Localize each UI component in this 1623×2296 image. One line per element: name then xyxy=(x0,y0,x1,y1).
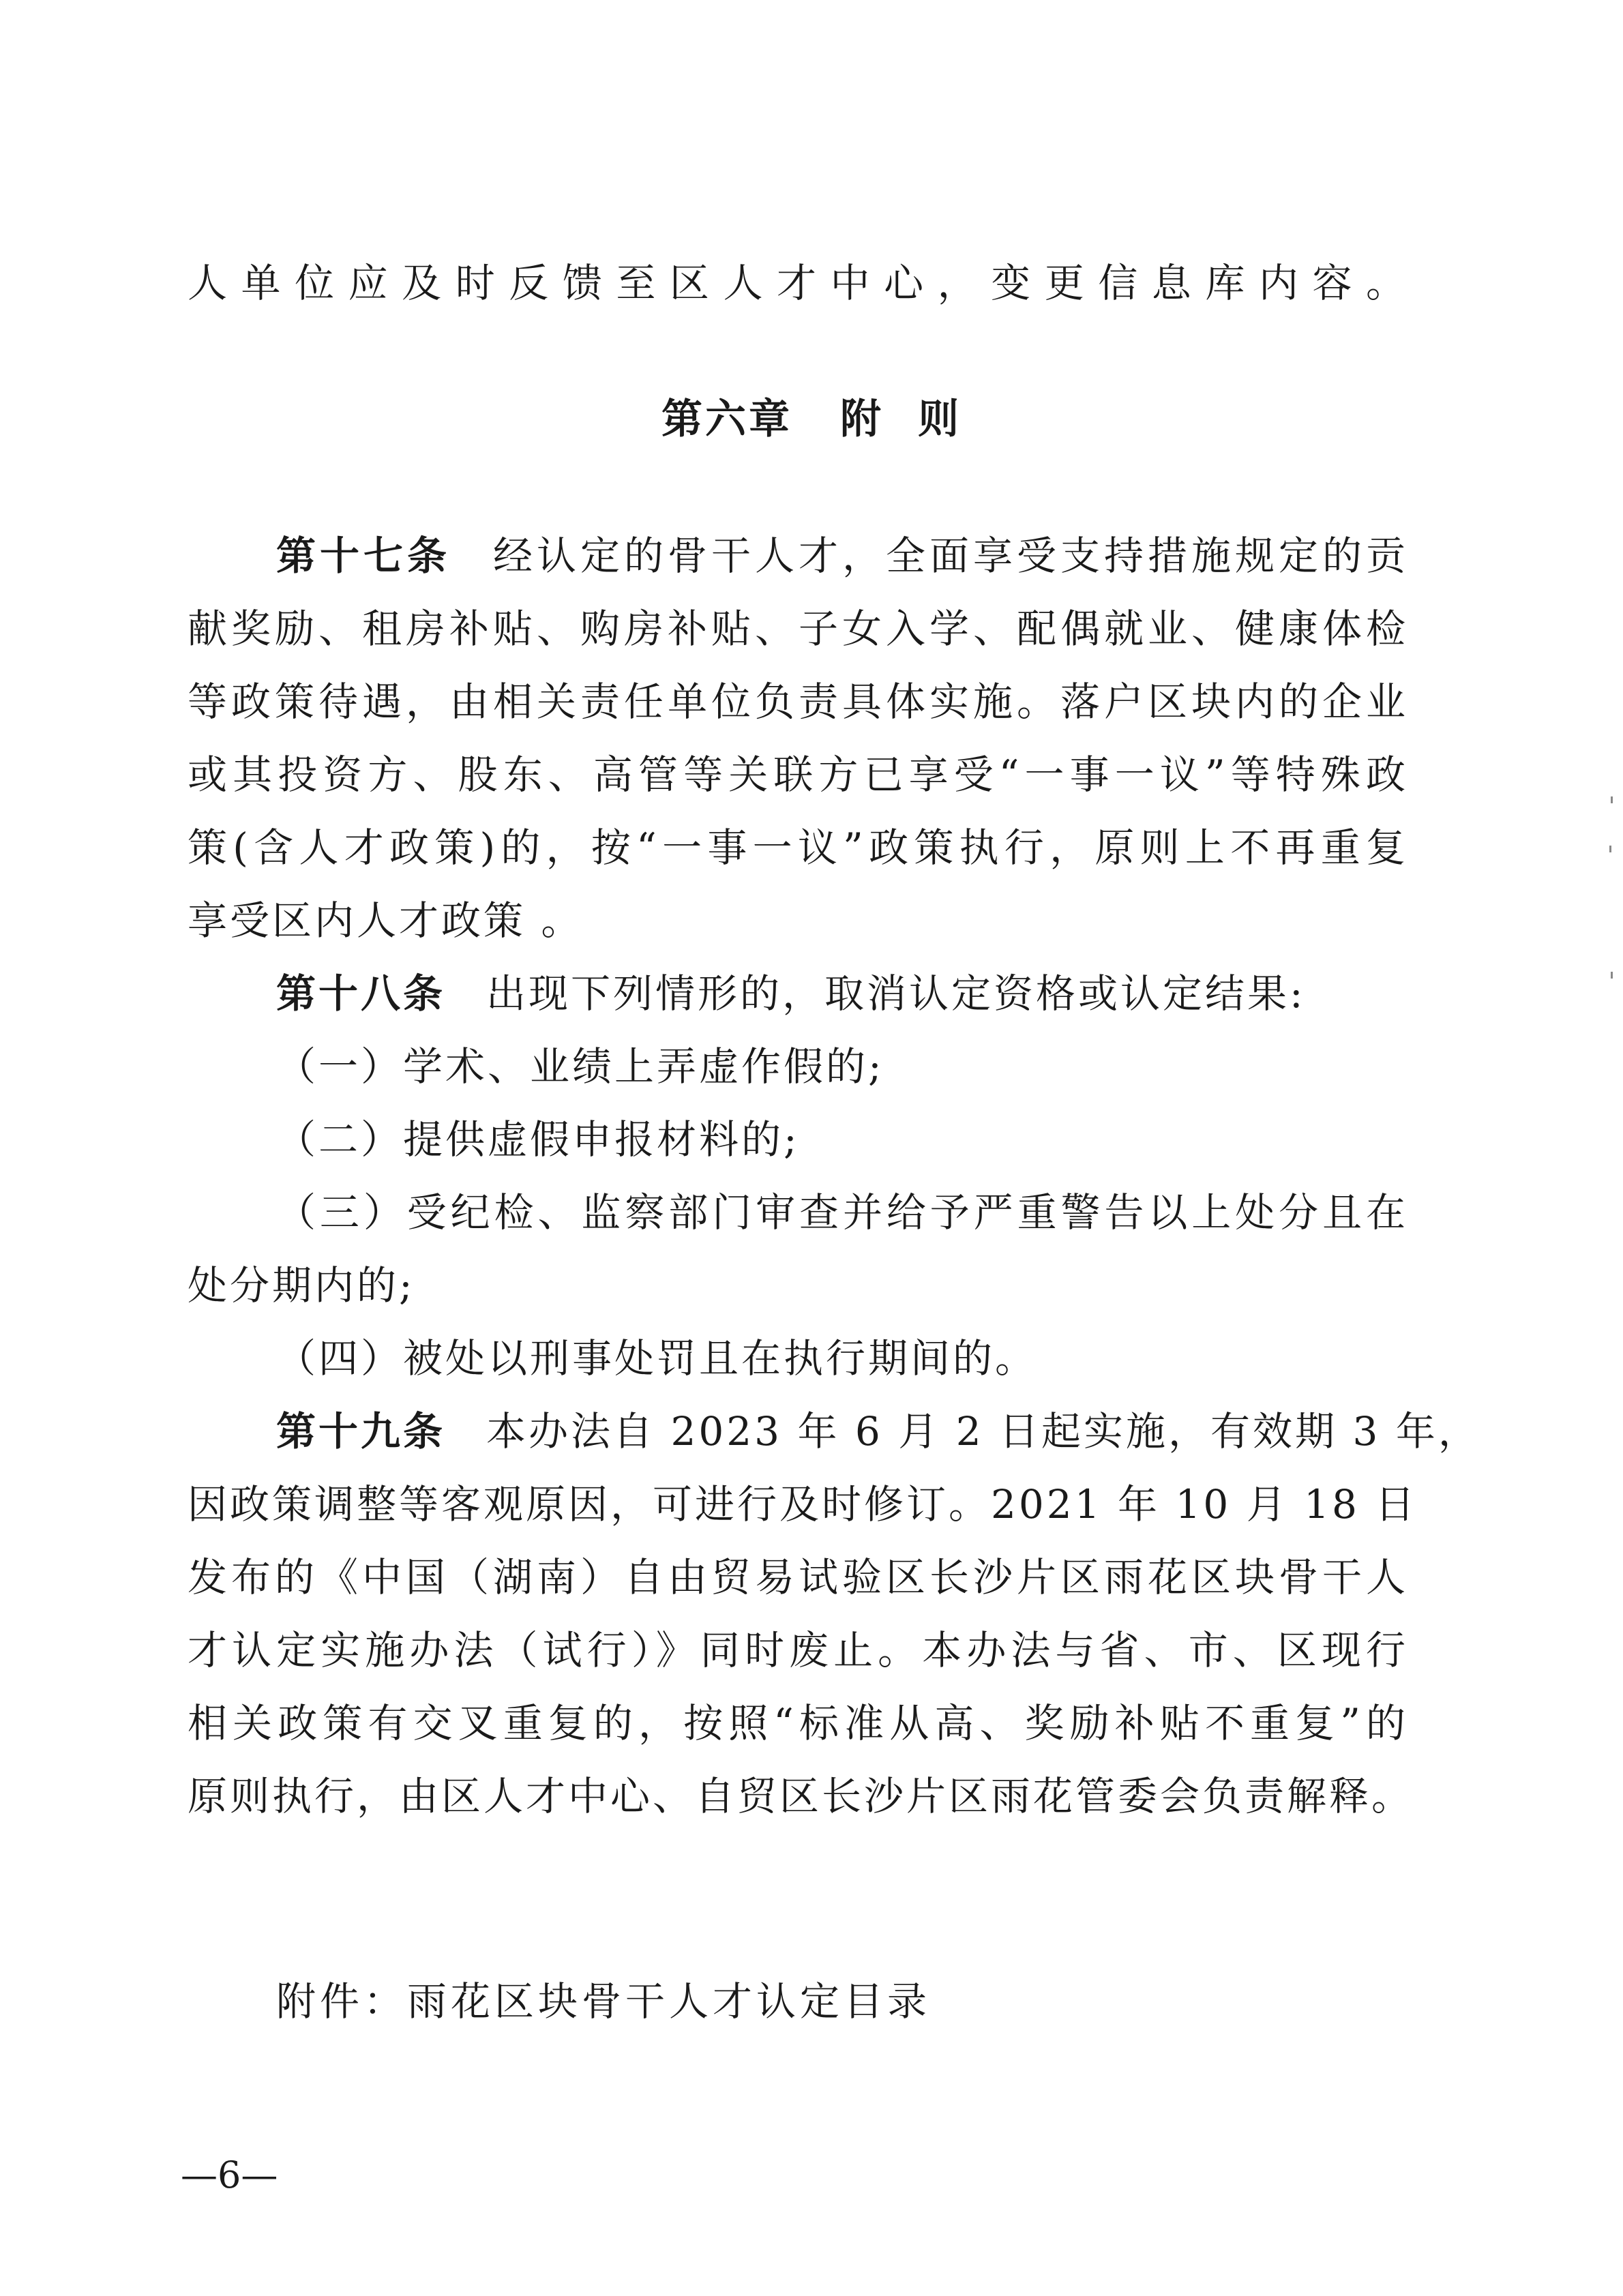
article-19-line-3: 发布的《中国（湖南）自由贸易试验区长沙片区雨花区块骨干人 xyxy=(188,1554,1408,1600)
article-19-line-1 xyxy=(276,1404,1480,1459)
continued-paragraph-line: 人单位应及时反馈至区人才中心，变更信息库内容。 xyxy=(188,260,1408,306)
chapter-heading xyxy=(0,392,1623,447)
article-17-line-6: 享受区内人才政策 。 xyxy=(188,897,584,944)
attachment-note: 附件：雨花区块骨干人才认定目录 xyxy=(276,1978,932,2025)
article-17-line-5: 策(含人才政策)的，按“一事一议”政策执行，原则上不再重复 xyxy=(188,824,1408,871)
article-18-item-4: （四）被处以刑事处罚且在执行期间的。 xyxy=(276,1335,1038,1382)
article-17-line-3: 等政策待遇，由相关责任单位负责具体实施。落户区块内的企业 xyxy=(188,679,1408,725)
page-number: —6— xyxy=(181,2153,278,2196)
article-18-line-1 xyxy=(276,966,1408,1021)
article-18-intro: 出现下列情形的，取消认定资格或认定结果: xyxy=(486,970,1306,1017)
scan-edge-mark xyxy=(1611,972,1613,979)
chapter-number: 第六章 xyxy=(661,396,792,443)
article-17-text-1: 经认定的骨干人才，全面享受支持措施规定的贡 xyxy=(492,533,1408,579)
article-17-line-2: 献奖励、租房补贴、购房补贴、子女入学、配偶就业、健康体检 xyxy=(188,606,1408,652)
article-18-item-3: （三）受纪检、监察部门审查并给予严重警告以上处分且在 xyxy=(276,1189,1408,1236)
article-18-item-3-cont: 处分期内的; xyxy=(188,1262,415,1309)
article-17-line-1 xyxy=(276,528,1408,583)
article-18-label: 第十八条 xyxy=(276,970,446,1017)
chapter-title-char-2: 则 xyxy=(918,396,962,443)
chapter-title-char-1: 附 xyxy=(840,396,884,443)
article-17-label: 第十七条 xyxy=(276,533,451,579)
scan-edge-mark xyxy=(1609,846,1611,852)
scan-edge-mark xyxy=(1611,796,1613,803)
article-17-line-4: 或其投资方、股东、高管等关联方已享受“一事一议”等特殊政 xyxy=(188,751,1408,798)
article-19-text-1: 本办法自 2023 年 6 月 2 日起实施，有效期 3 年， xyxy=(486,1408,1480,1455)
article-18-item-2: （二）提供虚假申报材料的; xyxy=(276,1116,800,1163)
article-19-line-6: 原则执行，由区人才中心、自贸区长沙片区雨花管委会负责解释。 xyxy=(188,1773,1414,1819)
article-18-item-1: （一）学术、业绩上弄虚作假的; xyxy=(276,1043,884,1090)
article-19-line-4: 才认定实施办法（试行）》同时废止。本办法与省、市、区现行 xyxy=(188,1627,1408,1673)
article-19-line-5: 相关政策有交叉重复的，按照“标准从高、奖励补贴不重复”的 xyxy=(188,1700,1408,1746)
article-19-label: 第十九条 xyxy=(276,1408,446,1455)
article-19-line-2: 因政策调整等客观原因，可进行及时修订。2021 年 10 月 18 日 xyxy=(188,1481,1418,1527)
